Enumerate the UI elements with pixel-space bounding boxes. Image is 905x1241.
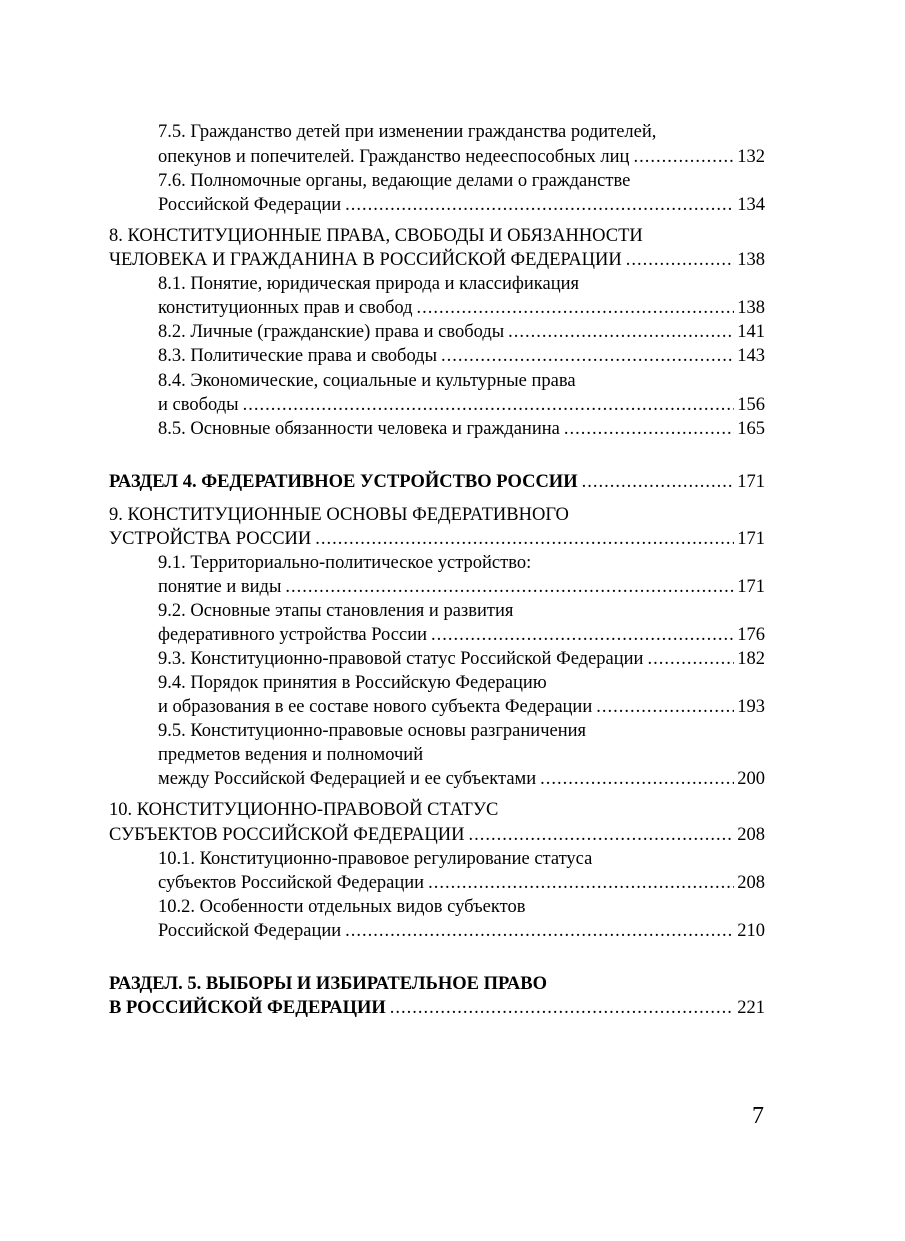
toc-page-number: 138 bbox=[737, 298, 765, 318]
toc-section-5 bbox=[109, 996, 765, 1020]
dot-leader bbox=[540, 767, 734, 791]
toc-entry-title: федеративного устройства России bbox=[158, 625, 427, 645]
dot-leader bbox=[582, 470, 735, 494]
toc-page-number: 138 bbox=[737, 250, 765, 270]
toc-section-heading: РАЗДЕЛ. 5. ВЫБОРЫ И ИЗБИРАТЕЛЬНОЕ ПРАВО bbox=[109, 974, 547, 994]
toc-page-number: 208 bbox=[737, 873, 765, 893]
toc-entry-title: понятие и виды bbox=[158, 577, 282, 597]
toc-entry-8-3 bbox=[158, 344, 765, 368]
toc-entry-title: и свободы bbox=[158, 395, 239, 415]
toc-line: 10.1. Конституционно-правовое регулирование статуса bbox=[158, 849, 593, 869]
dot-leader bbox=[633, 145, 734, 169]
toc-page-number: 208 bbox=[737, 825, 765, 845]
dot-leader bbox=[468, 823, 734, 847]
page-number: 7 bbox=[752, 1103, 764, 1129]
toc-entry-7-5 bbox=[158, 145, 765, 169]
toc-page-number: 200 bbox=[737, 769, 765, 789]
dot-leader bbox=[596, 695, 734, 719]
toc-entry-title: Российской Федерации bbox=[158, 921, 342, 941]
toc-page-number: 171 bbox=[737, 472, 765, 492]
dot-leader bbox=[564, 417, 734, 441]
toc-page-number: 132 bbox=[737, 147, 765, 167]
toc-entry-9-3 bbox=[158, 647, 765, 671]
toc-line: предметов ведения и полномочий bbox=[158, 745, 424, 765]
dot-leader bbox=[417, 296, 735, 320]
toc-entry-title: 9.3. Конституционно-правовой статус Российской Федерации bbox=[158, 649, 644, 669]
dot-leader bbox=[508, 320, 734, 344]
toc-line: 7.5. Гражданство детей при изменении гражданства родителей, bbox=[158, 122, 657, 142]
dot-leader bbox=[390, 996, 734, 1020]
toc-chapter-heading: 8. КОНСТИТУЦИОННЫЕ ПРАВА, СВОБОДЫ И ОБЯЗАННОСТИ bbox=[109, 226, 643, 246]
toc-page-number: 182 bbox=[737, 649, 765, 669]
toc-page-number: 156 bbox=[737, 395, 765, 415]
toc-entry-8-2 bbox=[158, 320, 765, 344]
toc-line: 8.4. Экономические, социальные и культурные права bbox=[158, 371, 576, 391]
dot-leader bbox=[647, 647, 734, 671]
toc-page-number: 221 bbox=[737, 998, 765, 1018]
toc-line: 9.5. Конституционно-правовые основы разграничения bbox=[158, 721, 587, 741]
toc-entry-9 bbox=[109, 527, 765, 551]
toc-page-number: 143 bbox=[737, 346, 765, 366]
toc-entry-8-4 bbox=[158, 393, 765, 417]
toc-page-number: 134 bbox=[737, 195, 765, 215]
toc-chapter-heading: 10. КОНСТИТУЦИОННО-ПРАВОВОЙ СТАТУС bbox=[109, 800, 499, 820]
toc-entry-9-1 bbox=[158, 575, 765, 599]
toc-page-number: 171 bbox=[737, 529, 765, 549]
toc-section-4 bbox=[109, 470, 765, 494]
toc-section-title: В РОССИЙСКОЙ ФЕДЕРАЦИИ bbox=[109, 998, 386, 1018]
toc-entry-8-1 bbox=[158, 296, 765, 320]
toc-entry-title: УСТРОЙСТВА РОССИИ bbox=[109, 529, 312, 549]
toc-entry-10-1 bbox=[158, 871, 765, 895]
toc-line: 9.2. Основные этапы становления и развития bbox=[158, 601, 514, 621]
toc-entry-8 bbox=[109, 248, 765, 272]
dot-leader bbox=[441, 344, 734, 368]
toc-entry-title: и образования в ее составе нового субъекта Федерации bbox=[158, 697, 593, 717]
toc-entry-8-5 bbox=[158, 417, 765, 441]
toc-entry-title: субъектов Российской Федерации bbox=[158, 873, 425, 893]
toc-entry-title: Российской Федерации bbox=[158, 195, 342, 215]
toc-entry-title: 8.3. Политические права и свободы bbox=[158, 346, 438, 366]
toc-entry-9-4 bbox=[158, 695, 765, 719]
dot-leader bbox=[431, 623, 734, 647]
toc-entry-9-5 bbox=[158, 767, 765, 791]
toc-page-number: 176 bbox=[737, 625, 765, 645]
dot-leader bbox=[428, 871, 734, 895]
toc-line: 7.6. Полномочные органы, ведающие делами о гражданстве bbox=[158, 171, 631, 191]
toc-line: 9.4. Порядок принятия в Российскую Федерацию bbox=[158, 673, 547, 693]
toc-entry-title: 8.5. Основные обязанности человека и гражданина bbox=[158, 419, 560, 439]
toc-entry-title: опекунов и попечителей. Гражданство недееспособных лиц bbox=[158, 147, 630, 167]
toc-line: 9.1. Территориально-политическое устройство: bbox=[158, 553, 532, 573]
toc-entry-10 bbox=[109, 823, 765, 847]
toc-line: 8.1. Понятие, юридическая природа и классификация bbox=[158, 274, 580, 294]
toc-chapter-heading: 9. КОНСТИТУЦИОННЫЕ ОСНОВЫ ФЕДЕРАТИВНОГО bbox=[109, 505, 569, 525]
toc-entry-title: 8.2. Личные (гражданские) права и свободы bbox=[158, 322, 505, 342]
toc-page-number: 171 bbox=[737, 577, 765, 597]
dot-leader bbox=[243, 393, 735, 417]
toc-page-number: 165 bbox=[737, 419, 765, 439]
toc-entry-10-2 bbox=[158, 919, 765, 943]
toc-entry-7-6 bbox=[158, 193, 765, 217]
toc-line: 10.2. Особенности отдельных видов субъектов bbox=[158, 897, 526, 917]
toc-entry-title: ЧЕЛОВЕКА И ГРАЖДАНИНА В РОССИЙСКОЙ ФЕДЕРАЦИИ bbox=[109, 250, 622, 270]
dot-leader bbox=[285, 575, 734, 599]
toc-page-number: 141 bbox=[737, 322, 765, 342]
toc-entry-title: между Российской Федерацией и ее субъектами bbox=[158, 769, 537, 789]
dot-leader bbox=[345, 193, 734, 217]
toc-section-title: РАЗДЕЛ 4. ФЕДЕРАТИВНОЕ УСТРОЙСТВО РОССИИ bbox=[109, 472, 578, 492]
dot-leader bbox=[626, 248, 734, 272]
toc-page-number: 210 bbox=[737, 921, 765, 941]
dot-leader bbox=[345, 919, 734, 943]
toc-entry-title: СУБЪЕКТОВ РОССИЙСКОЙ ФЕДЕРАЦИИ bbox=[109, 825, 465, 845]
toc-entry-9-2 bbox=[158, 623, 765, 647]
dot-leader bbox=[315, 527, 734, 551]
toc-entry-title: конституционных прав и свобод bbox=[158, 298, 413, 318]
toc-page-number: 193 bbox=[737, 697, 765, 717]
